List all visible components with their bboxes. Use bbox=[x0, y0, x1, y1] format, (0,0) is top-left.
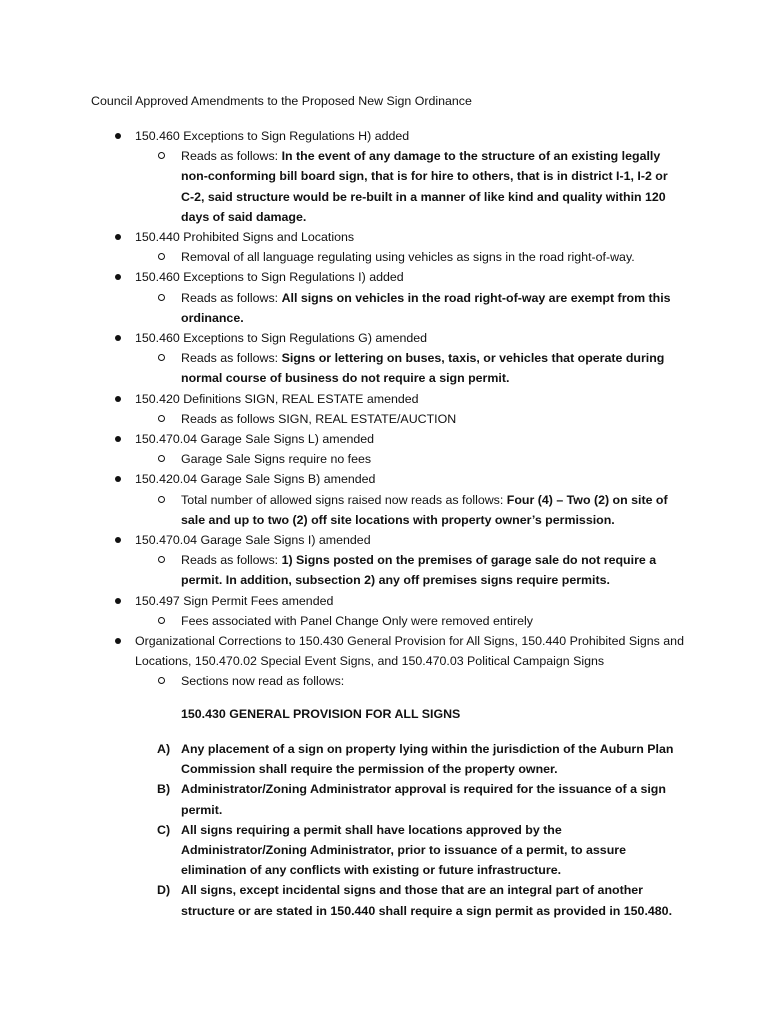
bullet-icon bbox=[115, 396, 121, 402]
amendment-detail bbox=[135, 490, 770, 530]
amendment-item bbox=[0, 429, 770, 469]
sub-bullet-icon bbox=[158, 294, 165, 301]
amendment-item bbox=[0, 631, 770, 692]
amendment-item bbox=[0, 328, 770, 389]
detail-text: Fees associated with Panel Change Only were removed entirely bbox=[181, 613, 533, 628]
sub-bullet-icon bbox=[158, 152, 165, 159]
amendment-heading: 150.497 Sign Permit Fees amended bbox=[135, 593, 334, 608]
section-list bbox=[0, 739, 770, 921]
amendment-item bbox=[0, 389, 770, 429]
bullet-icon bbox=[115, 537, 121, 543]
section-item bbox=[0, 779, 770, 819]
amendment-item bbox=[0, 126, 770, 227]
amendment-detail bbox=[135, 288, 770, 328]
section-text: Any placement of a sign on property lying within the jurisdiction of the Auburn Plan Commission shall require the permission of the property owner. bbox=[181, 742, 674, 777]
amendment-heading: Organizational Corrections to 150.430 General Provision for All Signs, 150.440 Prohibited Signs and Locations, 150.470.02 Special Event Signs, and 150.470.03 Political Campaign Signs bbox=[135, 634, 684, 669]
amendment-heading: 150.420.04 Garage Sale Signs B) amended bbox=[135, 472, 376, 487]
section-item bbox=[0, 880, 770, 920]
amendment-detail bbox=[135, 449, 770, 469]
amendment-detail bbox=[135, 671, 770, 691]
document-title: Council Approved Amendments to the Proposed New Sign Ordinance bbox=[91, 94, 472, 108]
bullet-icon bbox=[115, 274, 121, 280]
sub-bullet-icon bbox=[158, 556, 165, 563]
sub-bullet-icon bbox=[158, 617, 165, 624]
detail-text: Removal of all language regulating using vehicles as signs in the road right-of-way. bbox=[181, 250, 635, 265]
section-heading: 150.430 GENERAL PROVISION FOR ALL SIGNS bbox=[181, 707, 461, 721]
detail-bold-text: 1) Signs posted on the premises of garage sale do not require a permit. In addition, subsection 2) any off premises signs require permits. bbox=[181, 553, 657, 588]
bullet-icon bbox=[115, 335, 121, 341]
amendment-detail bbox=[135, 409, 770, 429]
sub-bullet-icon bbox=[158, 415, 165, 422]
amendment-heading: 150.460 Exceptions to Sign Regulations H) added bbox=[135, 129, 410, 143]
amendment-heading: 150.470.04 Garage Sale Signs L) amended bbox=[135, 432, 375, 447]
amendment-detail bbox=[135, 348, 770, 388]
amendment-item bbox=[0, 469, 770, 530]
detail-text: Reads as follows: bbox=[181, 290, 282, 305]
bullet-icon bbox=[115, 234, 121, 240]
section-text: All signs requiring a permit shall have locations approved by the Administrator/Zoning Administrator, prior to issuance of a permit, to assure elimination of any conflicts with existing or future infrastructure. bbox=[181, 822, 626, 878]
amendment-detail bbox=[135, 146, 770, 227]
bullet-icon bbox=[115, 598, 121, 604]
detail-bold-text: In the event of any damage to the structure of an existing legally non-conforming bill board sign, that is for hire to others, that is in district I-1, I-2 or C-2, said structure would be re-built in a manner of like kind and quality within 120 days of said damage. bbox=[181, 149, 668, 224]
amendment-item bbox=[0, 591, 770, 631]
section-letter: C) bbox=[157, 822, 171, 837]
amendment-detail bbox=[135, 611, 770, 631]
bullet-icon bbox=[115, 436, 121, 442]
bullet-icon bbox=[115, 476, 121, 482]
amendment-item bbox=[0, 267, 770, 328]
amendment-list bbox=[0, 126, 770, 692]
section-item bbox=[0, 820, 770, 881]
section-letter: D) bbox=[157, 883, 171, 898]
section-text: Administrator/Zoning Administrator approval is required for the issuance of a sign permit. bbox=[181, 782, 666, 817]
amendment-heading: 150.470.04 Garage Sale Signs I) amended bbox=[135, 533, 371, 548]
section-text: All signs, except incidental signs and those that are an integral part of another structure or are stated in 150.440 shall require a sign permit as provided in 150.480. bbox=[181, 883, 673, 918]
sub-bullet-icon bbox=[158, 253, 165, 260]
amendment-heading: 150.420 Definitions SIGN, REAL ESTATE amended bbox=[135, 391, 419, 406]
amendment-item bbox=[0, 227, 770, 267]
detail-text: Sections now read as follows: bbox=[181, 674, 345, 689]
amendment-heading: 150.460 Exceptions to Sign Regulations G) amended bbox=[135, 331, 428, 346]
section-letter: A) bbox=[157, 742, 171, 756]
amendment-item bbox=[0, 530, 770, 591]
bullet-icon bbox=[115, 638, 121, 644]
sub-bullet-icon bbox=[158, 354, 165, 361]
amendment-heading: 150.440 Prohibited Signs and Locations bbox=[135, 230, 355, 245]
detail-text: Reads as follows: bbox=[181, 149, 282, 164]
detail-bold-text: Signs or lettering on buses, taxis, or vehicles that operate during normal course of business do not require a sign permit. bbox=[181, 351, 665, 386]
detail-text: Reads as follows: bbox=[181, 351, 282, 366]
section-item bbox=[0, 739, 770, 779]
amendment-heading: 150.460 Exceptions to Sign Regulations I) added bbox=[135, 270, 404, 285]
sub-bullet-icon bbox=[158, 496, 165, 503]
detail-bold-text: Four (4) – Two (2) on site of sale and up to two (2) off site locations with property owner’s permission. bbox=[181, 492, 668, 527]
detail-text: Reads as follows: bbox=[181, 553, 282, 568]
amendment-detail bbox=[135, 550, 770, 590]
section-letter: B) bbox=[157, 782, 171, 797]
detail-text: Reads as follows SIGN, REAL ESTATE/AUCTION bbox=[181, 411, 457, 426]
amendment-detail bbox=[135, 247, 770, 267]
detail-bold-text: All signs on vehicles in the road right-of-way are exempt from this ordinance. bbox=[181, 290, 671, 325]
detail-text: Total number of allowed signs raised now reads as follows: bbox=[181, 492, 507, 507]
sub-bullet-icon bbox=[158, 677, 165, 684]
bullet-icon bbox=[115, 133, 121, 139]
detail-text: Garage Sale Signs require no fees bbox=[181, 452, 372, 467]
sub-bullet-icon bbox=[158, 455, 165, 462]
